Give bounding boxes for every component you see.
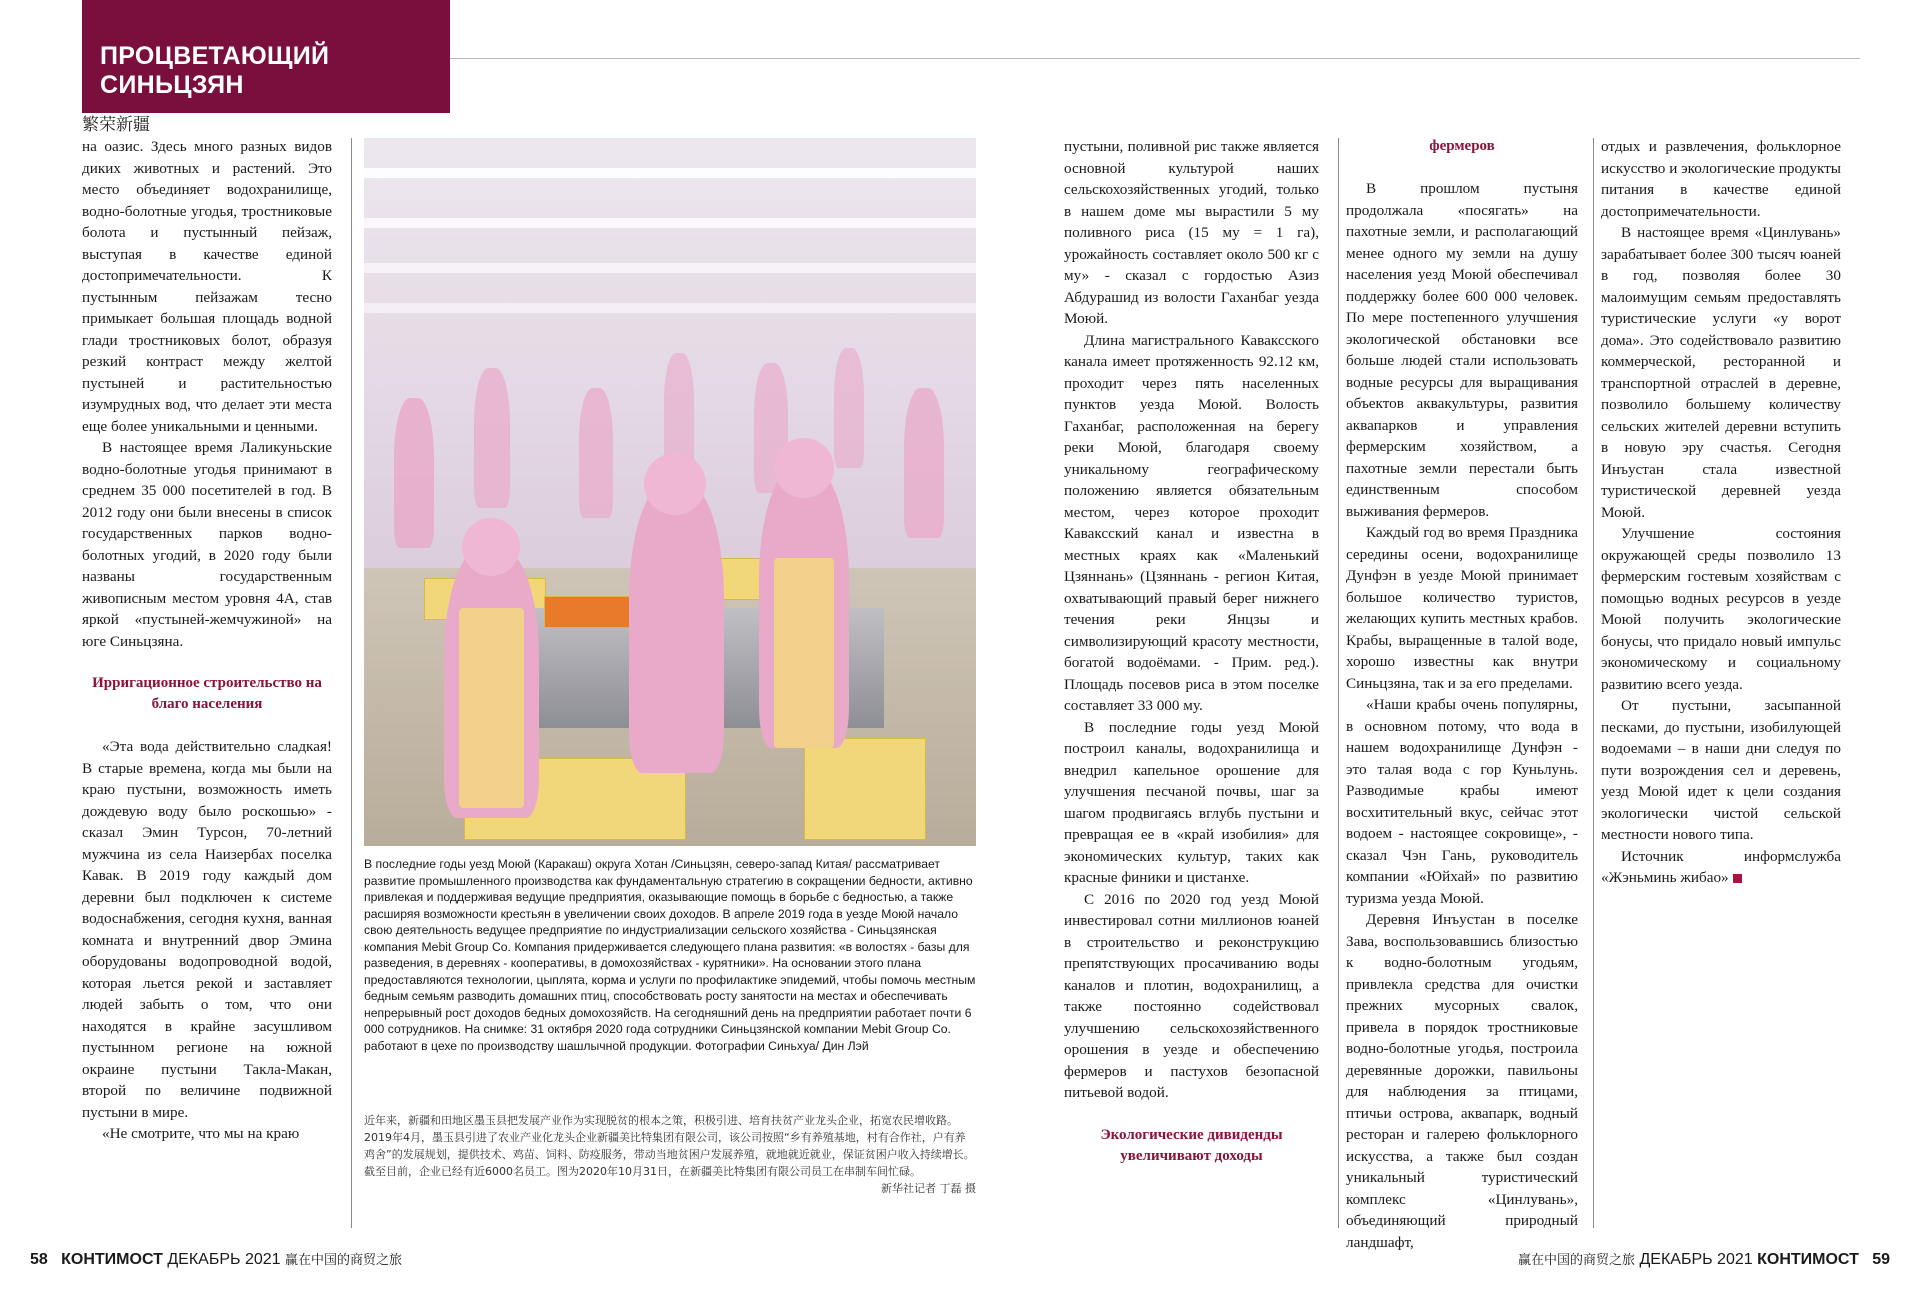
paragraph: «Наши крабы очень популярны, в основном потому, что вода в нашем водохранилище Дунфэн - это талая вода с гор Куньлунь. Разводимые крабы имеют восхитительный вкус, сейчас этот водоем - настоящее сокровище», - сказал Чэн Гань, руководитель компании «Юйхай» по развитию туризма уезда Моюй. — [1346, 696, 1578, 907]
page-number-right: 59 — [1872, 1251, 1890, 1268]
paragraph: пустыни, поливной рис также является основной культурой наших сельскохозяйственных угодий, только в нашем доме мы вырастили 5 му поливного риса (15 му = 1 га), урожайность составляет около 500 кг с му» - сказал с гордостью Азиз Абдурашид из волости Гаханбаг уезда Моюй. — [1064, 138, 1319, 327]
paragraph: Длина магистрального Каваксского канала имеет протяженность 92.12 км, проходит через пять населенных пунктов уезда Моюй. Волость Гаханбаг, расположенная на берегу реки Моюй, благодаря своему уникальному географическому положению является обязательным местом, через которое проходит Каваксский канал и известна в местных краях как «Маленький Цзяннань» (Цзяннань - регион Китая, охватывающий правый берег нижнего течения реки Янцзы и символизирующий красоту местности, богатой водоёмами. - Прим. ред.). Площадь посевов риса в этом поселке составляет 33 000 му. — [1064, 331, 1319, 714]
footer-right — [1518, 1250, 1890, 1271]
paragraph: Каждый год во время Праздника середины осени, водохранилище Дунфэн в уезде Моюй принимает большое количество туристов, желающих купить местных крабов. Крабы, выращенные в талой воде, хорошо известны как внутри Синьцзяна, так и за его пределами. — [1346, 524, 1578, 692]
magazine-brand-left: КОНТИМОСТ — [61, 1251, 163, 1268]
subheading-irrigation: Ирригационное строительство на благо населения — [92, 675, 322, 712]
article-column-1 — [82, 136, 332, 1145]
source-text: Источник информслужба «Жэньминь жибао» — [1601, 847, 1841, 886]
tagline-cn-right: 赢在中国的商贸之旅 — [1517, 1253, 1635, 1268]
photo-credit-cn: 新华社记者 丁磊 摄 — [881, 1182, 976, 1195]
paragraph: «Эта вода действительно сладкая! В старые времена, когда мы были на краю пустыни, возможность иметь дождевую воду было роскошью» - сказал Эмин Турсон, 70-летний мужчина из села Наизербах поселка Кавак. В 2019 году каждый дом деревни был подключен к системе водоснабжения, сегодня кухня, ванная комната и внутренний двор Эмина оборудованы водопроводной водой, которая льется рекой и заставляет людей забыть о том, что они находятся в крайне засушливом пустынном регионе на южной окраине пустыни Такла-Макан, второй по величине подвижной пустыни в мире. — [82, 738, 332, 1121]
paragraph: В настоящее время «Цинлувань» зарабатывает более 300 тысяч юаней в год, позволяя более 30 малоимущим семьям предоставлять туристические услуги «у ворот дома». Это содействовало развитию коммерческой, ресторанной и транспортной отраслей в деревне, позволило большему количеству сельских жителей деревни вступить в новую эру счастья. Сегодня Инъустан стала известной туристической деревней уезда Моюй. — [1601, 224, 1841, 521]
paragraph: Улучшение состояния окружающей среды позволило 13 фермерским гостевым хозяйствам с помощью водных ресурсов в уезде Моюй получить экологические бонусы, что придало новый импульс экономическому и социальному развитию всего уезда. — [1601, 525, 1841, 693]
subheading-eco-dividends: Экологические дивиденды увеличивают доходы — [1100, 1126, 1283, 1164]
column-rule-right-2 — [1593, 138, 1594, 1228]
paragraph: на оазис. Здесь много разных видов диких животных и растений. Это место объединяет водохранилище, водно-болотные угодья, тростниковые болота и пустынный пейзаж, выступая в качестве единой достопримечательности. К пустынным пейзажам тесно примыкает большая площадь водной глади тростниковых болот, образуя резкий контраст между желтой пустыней и растительностью изумрудных вод, что делает эти места еще более уникальными и ценными. — [82, 138, 332, 435]
subheading-farmers: фермеров — [1429, 138, 1495, 154]
paragraph: С 2016 по 2020 год уезд Моюй инвестировал сотни миллионов юаней в строительство и реконструкцию препятствующих просачиванию воды каналов и плотин, водохранилищ, а также постоянно содействовал улучшению сельскохозяйственного орошения в уезде и обеспечению фермеров и пастухов безопасной питьевой водой. — [1064, 890, 1319, 1101]
paragraph: От пустыни, засыпанной песками, до пустыни, изобилующей водоемами – в наши дни следуя по пути возрождения сел и деревень, уезд Моюй идет к цели создания экологически чистой сельской местности нового типа. — [1601, 697, 1841, 843]
column-rule-right-1 — [1338, 138, 1339, 1228]
section-title: ПРОЦВЕТАЮЩИЙ СИНЬЦЗЯН — [100, 42, 330, 99]
issue-date-left: ДЕКАБРЬ 2021 — [167, 1251, 281, 1268]
paragraph: «Не смотрите, что мы на краю — [102, 1125, 300, 1142]
end-mark-icon — [1733, 874, 1742, 883]
factory-photo — [364, 138, 976, 846]
top-rule — [450, 58, 1860, 59]
source-line — [1601, 846, 1841, 889]
magazine-brand-right: КОНТИМОСТ — [1757, 1251, 1859, 1268]
photo-caption-cn-text: 近年来，新疆和田地区墨玉县把发展产业作为实现脱贫的根本之策，积极引进、培育扶贫产业龙头企业，拓宽农民增收路。2019年4月，墨玉县引进了农业产业化龙头企业新疆美比特集团有限公司，该公司按照“乡有养殖基地，村有合作社，户有养鸡舍”的发展规划，提供技术、鸡苗、饲料、防疫服务，带动当地贫困户发展养殖，就地就近就业，保证贫困户收入持续增长。截至目前，企业已经有近6000名员工。图为2020年10月31日，在新疆美比特集团有限公司员工在串制车间忙碌。 — [364, 1114, 975, 1178]
section-banner — [82, 0, 450, 113]
paragraph: Деревня Инъустан в поселке Зава, воспользовавшись близостью к водно-болотным угодьям, привлекла средства для очистки прежних мусорных свалок, привела в порядок тростниковые водно-болотные угодья, построила деревянные дорожки, павильоны для наблюдения за птицами, птичьи острова, аквапарк, водный ресторан и галерею фольклорного искусства, а также был создан уникальный туристический комплекс «Цинлувань», объединяющий природный ландшафт, — [1346, 911, 1578, 1251]
issue-date-right: ДЕКАБРЬ 2021 — [1639, 1251, 1753, 1268]
column-rule-left — [351, 138, 352, 1228]
paragraph: В прошлом пустыня продолжала «посягать» на пахотные земли, и располагающий менее одного му земли на душу населения уезд Моюй обеспечивал поддержку более 600 000 человек. По мере постепенного улучшения экологической обстановки все больше людей стали использовать водные ресурсы для выращивания объектов аквакультуры, развития аквапарков и управления фермерским хозяйством, а пахотные земли перестали быть единственным способом выживания фермеров. — [1346, 180, 1578, 520]
article-column-4 — [1346, 136, 1578, 1253]
paragraph: отдых и развлечения, фольклорное искусство и экологические продукты питания в качестве единой достопримечательности. — [1601, 138, 1841, 220]
photo-caption: В последние годы уезд Моюй (Каракаш) округа Хотан /Синьцзян, северо-запад Китая/ рассматривает развитие промышленного производства как фундаментальную стратегию в сокращении бедности, активно привлекая и поддерживая ведущие предприятия, оказывающие помощь в борьбе с бедностью, а также расширяя возможности крестьян в увеличении своих доходов. В апреле 2019 года в уезде Моюй начало свою деятельность ведущее предприятие по индустриализации сельского хозяйства - Синьцзянская компания Mebit Group Co. Компания придерживается следующего плана развития: «в волостях - базы для разведения, в деревнях - кооперативы, в домохозяйствах - курятники». На основании этого плана предоставляются технологии, цыплята, корма и услуги по профилактике эпидемий, чтобы помочь местным бедным семьям разводить домашних птиц, способствовать росту занятости на местах и обеспечивать непрерывный рост доходов бедных домохозяйств. На сегодняшний день на предприятии работает почти 6 000 сотрудников. На снимке: 31 октября 2020 года сотрудники Синьцзянской компании Mebit Group Co. работают в цехе по производству шашлычной продукции. Фотографии Синьхуа/ Дин Лэй — [364, 857, 976, 1053]
article-column-3 — [1064, 136, 1319, 1167]
article-column-5 — [1601, 136, 1841, 889]
tagline-cn-left: 赢在中国的商贸之旅 — [285, 1253, 403, 1268]
paragraph: В настоящее время Лаликуньские водно-болотные угодья принимают в среднем 35 000 посетителей в год. В 2012 году они были внесены в список государственных парков водно-болотных угодий, в 2020 году были названы государственным живописным местом уровня 4А, став яркой «пустыней-жемчужиной» на юге Синьцзяна. — [82, 439, 332, 650]
page-number-left: 58 — [30, 1251, 48, 1268]
section-subtitle-cn: 繁荣新疆 — [82, 115, 150, 135]
paragraph: В последние годы уезд Моюй построил каналы, водохранилища и внедрил капельное орошение для улучшения песчаной почвы, шаг за шагом продвигаясь вглубь пустыни и превращая ее в «край изобилия» для экономических культур, таких как красные финики и цистанхе. — [1064, 718, 1319, 886]
photo-caption-cn — [364, 1112, 976, 1197]
footer-left — [30, 1250, 402, 1271]
